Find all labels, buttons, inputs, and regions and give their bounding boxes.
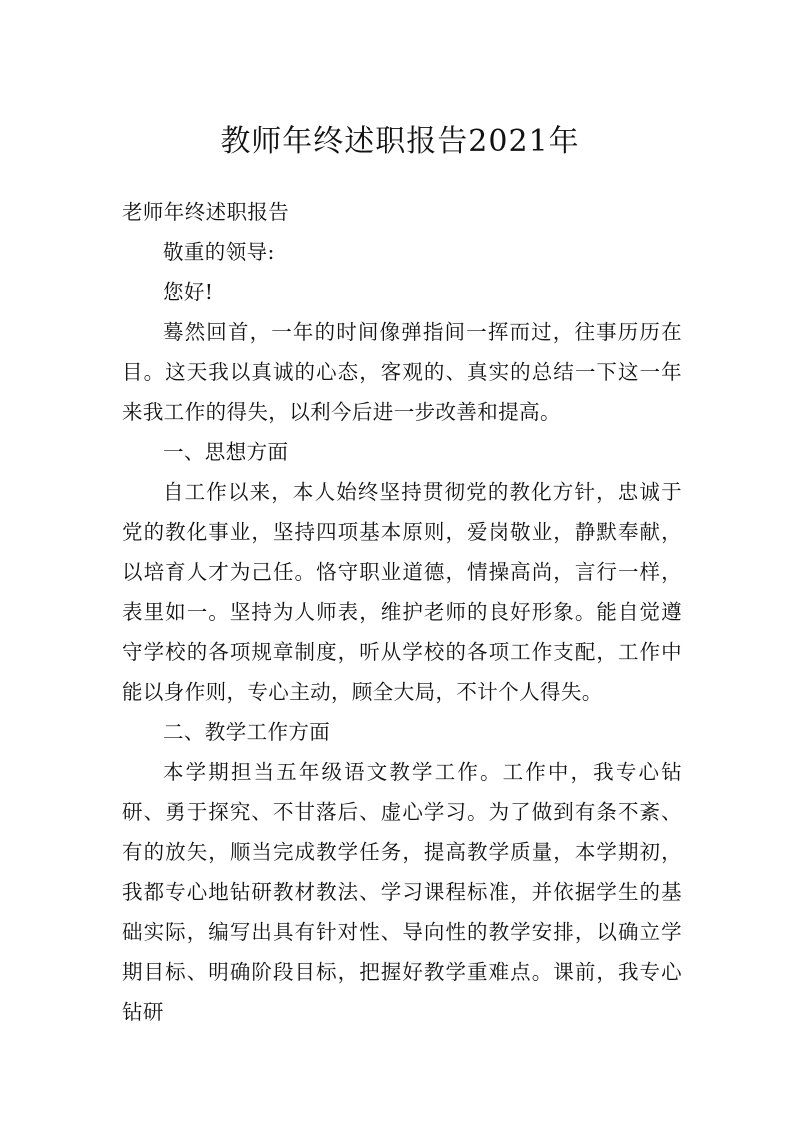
paragraph-salutation: 敬重的领导: <box>163 240 275 264</box>
paragraph-greeting: 您好! <box>163 280 214 304</box>
paragraph-subtitle: 老师年终述职报告 <box>122 200 290 224</box>
document-body <box>122 192 682 1032</box>
document-title: 教师年终述职报告2021年 <box>220 124 580 159</box>
paragraph-teaching: 本学期担当五年级语文教学工作。工作中，我专心钻研、勇于探究、不甘落后、虚心学习。为了做到有条不紊、有的放矢，顺当完成教学任务，提高教学质量，本学期初，我都专心地钻研教材教法、学习课程标准，并依据学生的基础实际，编写出具有针对性、导向性的教学安排，以确立学期目标、明确阶段目标，把握好教学重难点。课前，我专心钻研 <box>122 760 682 1024</box>
section-heading-teaching: 二、教学工作方面 <box>163 720 331 744</box>
paragraph-thought: 自工作以来，本人始终坚持贯彻党的教化方针，忠诚于党的教化事业，坚持四项基本原则，爱岗敬业，静默奉献，以培育人才为己任。恪守职业道德，情操高尚，言行一样，表里如一。坚持为人师表，维护老师的良好形象。能自觉遵守学校的各项规章制度，听从学校的各项工作支配，工作中能以身作则，专心主动，顾全大局，不计个人得失。 <box>122 480 682 704</box>
section-heading-thought: 一、思想方面 <box>163 440 289 464</box>
paragraph-intro: 蓦然回首，一年的时间像弹指间一挥而过，往事历历在目。这天我以真诚的心态，客观的、真实的总结一下这一年来我工作的得失，以利今后进一步改善和提高。 <box>122 320 682 424</box>
